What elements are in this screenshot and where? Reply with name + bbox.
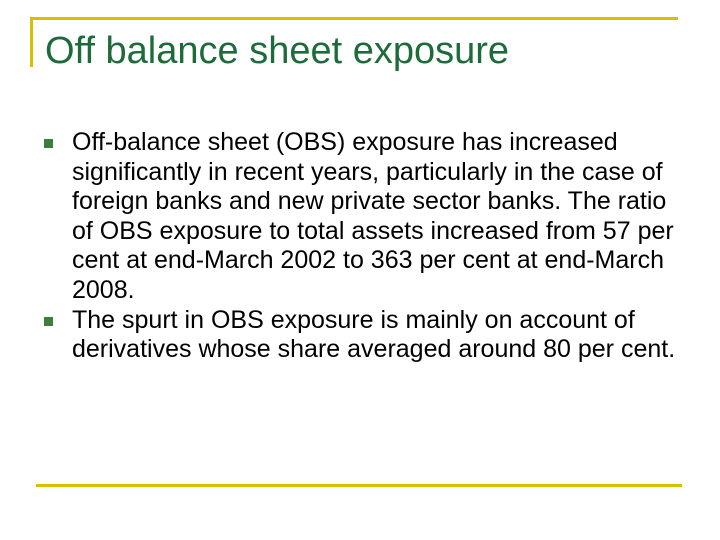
left-rule (30, 17, 33, 67)
bullet-text: Off-balance sheet (OBS) exposure has increased significantly in recent years, particularly in the case of foreign banks and new private sector banks. The ratio of OBS exposure to total assets increased from 57 per cent at end-March 2002 to 363 per cent at end-March 2008. (72, 128, 674, 304)
bullet-list (44, 128, 684, 365)
square-bullet-icon (44, 139, 53, 148)
bottom-rule (36, 484, 682, 487)
bullet-item-derivatives (44, 306, 684, 365)
bullet-item-obs-ratio (44, 128, 684, 306)
slide-title: Off balance sheet exposure (45, 30, 510, 72)
square-bullet-icon (44, 317, 53, 326)
top-rule (30, 17, 678, 20)
bullet-text: The spurt in OBS exposure is mainly on account of derivatives whose share averaged around 80 per cent. (72, 305, 676, 364)
